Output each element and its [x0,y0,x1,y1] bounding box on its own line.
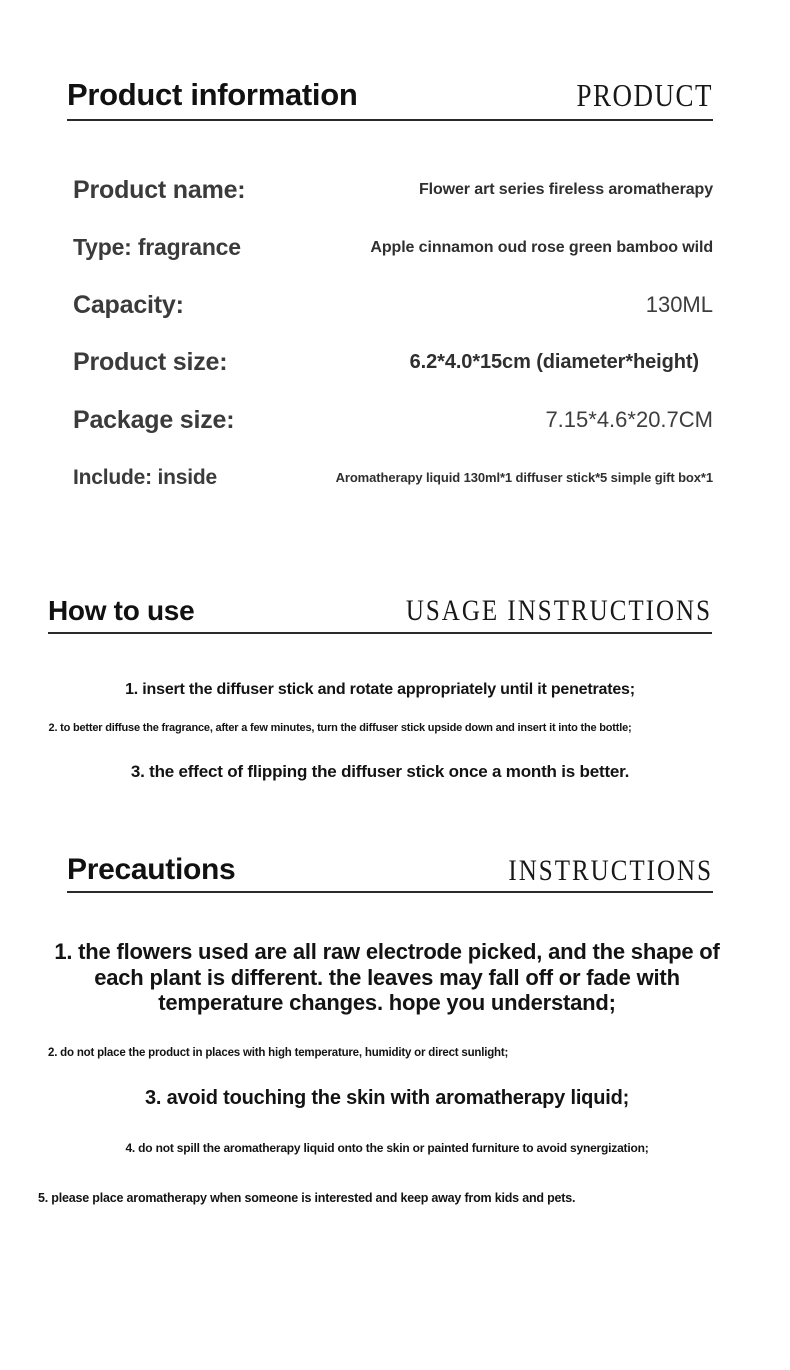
precaution-4: 4. do not spill the aromatherapy liquid onto the skin or painted furniture to avoid synergization; [125,1140,649,1155]
spec-value: Aromatherapy liquid 130ml*1 diffuser stick*5 simple gift box*1 [335,470,713,486]
usage-steps [48,680,712,783]
section-subtitle-instructions: INSTRUCTIONS [508,854,713,887]
spec-label: Product size: [73,348,228,377]
section-title-product-information: Product information [67,77,358,112]
spec-value: 7.15*4.6*20.7CM [545,407,713,433]
section-title-how-to-use: How to use [48,594,195,626]
product-info-header [67,77,713,121]
spec-label: Package size: [73,405,235,434]
section-subtitle-product: PRODUCT [576,78,713,114]
spec-row-product-name [67,162,713,220]
usage-step-1: 1. insert the diffuser stick and rotate appropriately until it penetrates; [125,680,635,698]
product-info-section [67,77,713,507]
spec-row-product-size [67,334,713,392]
spec-value: Apple cinnamon oud rose green bamboo wild [370,238,713,256]
precaution-5: 5. please place aromatherapy when someone is interested and keep away from kids and pets. [38,1190,576,1205]
spec-value: 130ML [645,292,713,318]
spec-row-include [67,449,713,507]
precaution-2: 2. do not place the product in places with high temperature, humidity or direct sunlight; [48,1046,509,1059]
section-title-precautions: Precautions [67,852,236,886]
spec-row-capacity [67,277,713,335]
how-to-use-header [48,595,712,634]
precaution-items [37,939,737,1205]
precautions-section [38,852,720,1205]
spec-value: 6.2*4.0*15cm (diameter*height) [409,351,699,374]
precautions-header [67,853,713,894]
spec-row-type [67,219,713,277]
spec-table [67,162,713,507]
section-subtitle-usage-instructions: USAGE INSTRUCTIONS [405,594,712,627]
usage-step-3: 3. the effect of flipping the diffuser stick once a month is better. [130,762,630,782]
spec-label: Product name: [73,175,246,204]
precaution-1: 1. the flowers used are all raw electrode picked, and the shape of each plant is different. the leaves may fall off or fade with temperature changes. hope you understand; [54,939,720,1016]
spec-value: Flower art series fireless aromatherapy [418,181,713,199]
precaution-3: 3. avoid touching the skin with aromatherapy liquid; [144,1086,630,1109]
spec-row-package-size [67,392,713,450]
usage-step-2: 2. to better diffuse the fragrance, after a few minutes, turn the diffuser stick upside down and insert it into the bottle; [48,721,632,734]
how-to-use-section [48,595,712,783]
spec-label: Capacity: [73,290,184,319]
spec-label: Include: inside [73,465,218,489]
spec-label: Type: fragrance [73,234,241,261]
